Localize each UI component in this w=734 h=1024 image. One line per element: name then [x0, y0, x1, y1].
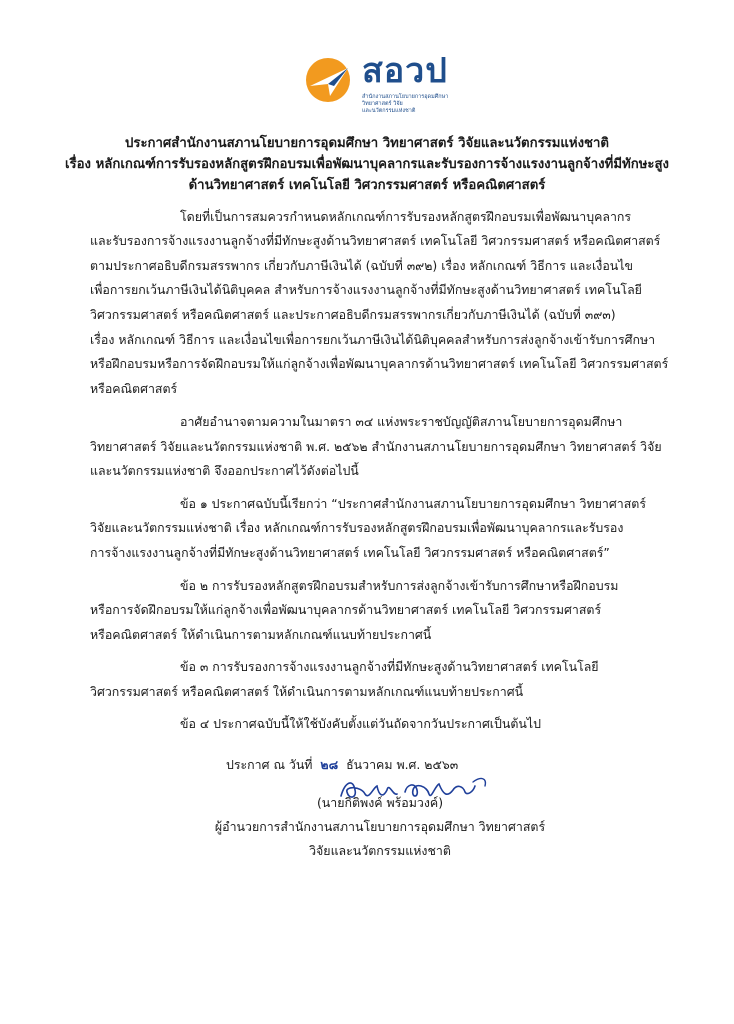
- logo-subtitle-line: วิทยาศาสตร์ วิจัย: [362, 101, 403, 107]
- authority-line: วิทยาศาสตร์ วิจัยและนวัตกรรมแห่งชาติ พ.ศ. ๒๕๖๒ สำนักงานสภานโยบายการอุดมศึกษา วิทยาศาสตร์ วิจัย: [90, 439, 662, 454]
- authority-line: อาศัยอำนาจตามความในมาตรา ๓๔ แห่งพระราชบัญญัติสภานโยบายการอุดมศึกษา: [180, 414, 623, 429]
- preamble-line: หรือคณิตศาสตร์: [90, 381, 178, 396]
- announcement-heading: [60, 133, 674, 196]
- heading-line: ประกาศสำนักงานสภานโยบายการอุดมศึกษา วิทยาศาสตร์ วิจัยและนวัตกรรมแห่งชาติ: [125, 136, 609, 151]
- preamble-line: เรื่อง หลักเกณฑ์ วิธีการ และเงื่อนไขเพื่อการยกเว้นภาษีเงินได้นิติบุคคลสำหรับการส่งลูกจ้างเข้ารับการศึกษา: [90, 332, 656, 347]
- logo-subtitle-line: สำนักงานสภานโยบายการอุดมศึกษา: [362, 94, 449, 100]
- date-prefix: ประกาศ ณ วันที่: [226, 757, 313, 772]
- logo-mark-icon: [304, 56, 352, 104]
- preamble-line: และรับรองการจ้างแรงงานลูกจ้างที่มีทักษะสูงด้านวิทยาศาสตร์ เทคโนโลยี วิศวกรรมศาสตร์ หรือคณิตศาสตร์: [90, 233, 661, 248]
- logo-subtitle-line: และนวัตกรรมแห่งชาติ: [362, 108, 416, 114]
- preamble-line: วิศวกรรมศาสตร์ หรือคณิตศาสตร์ และประกาศอธิบดีกรมสรรพากรเกี่ยวกับภาษีเงินได้ (ฉบับที่ ๓๙๓): [90, 307, 616, 322]
- preamble-line: โดยที่เป็นการสมควรกำหนดหลักเกณฑ์การรับรองหลักสูตรฝึกอบรมเพื่อพัฒนาบุคลากร: [180, 209, 632, 224]
- clause-1-line: ข้อ ๑ ประกาศฉบับนี้เรียกว่า “ประกาศสำนักงานสภานโยบายการอุดมศึกษา วิทยาศาสตร์: [180, 496, 646, 511]
- signatory-name: (นายกิติพงค์ พร้อมวงค์): [316, 795, 444, 810]
- clause-1-line: การจ้างแรงงานลูกจ้างที่มีทักษะสูงด้านวิทยาศาสตร์ เทคโนโลยี วิศวกรรมศาสตร์ หรือคณิตศาสตร์”: [90, 545, 610, 560]
- preamble-line: ตามประกาศอธิบดีกรมสรรพากร เกี่ยวกับภาษีเงินได้ (ฉบับที่ ๓๙๒) เรื่อง หลักเกณฑ์ วิธีการ และเงื่อนไข: [90, 258, 633, 273]
- clause-1-line: วิจัยและนวัตกรรมแห่งชาติ เรื่อง หลักเกณฑ์การรับรองหลักสูตรฝึกอบรมเพื่อพัฒนาบุคลากรและรับรอง: [90, 520, 624, 535]
- heading-line: เรื่อง หลักเกณฑ์การรับรองหลักสูตรฝึกอบรมเพื่อพัฒนาบุคลากรและรับรองการจ้างแรงงานลูกจ้างที่มีทักษะสูง: [65, 157, 669, 172]
- heading-line: ด้านวิทยาศาสตร์ เทคโนโลยี วิศวกรรมศาสตร์ หรือคณิตศาสตร์: [188, 178, 546, 193]
- clause-2-line: หรือการจัดฝึกอบรมให้แก่ลูกจ้างเพื่อพัฒนาบุคลากรด้านวิทยาศาสตร์ เทคโนโลยี วิศวกรรมศาสตร์: [90, 602, 602, 617]
- agency-logo: [304, 48, 474, 118]
- date-day: ๒๘: [320, 757, 339, 772]
- signatory-position: วิจัยและนวัตกรรมแห่งชาติ: [309, 843, 451, 858]
- preamble-line: เพื่อการยกเว้นภาษีเงินได้นิติบุคคล สำหรับการจ้างแรงงานลูกจ้างที่มีทักษะสูงด้านวิทยาศาสตร์ เทคโนโลยี: [90, 282, 642, 297]
- logo-subtitle: [362, 94, 448, 115]
- clause-2-line: หรือคณิตศาสตร์ ให้ดำเนินการตามหลักเกณฑ์แนบท้ายประกาศนี้: [90, 627, 432, 642]
- clause-3-line: วิศวกรรมศาสตร์ หรือคณิตศาสตร์ ให้ดำเนินการตามหลักเกณฑ์แนบท้ายประกาศนี้: [90, 684, 524, 699]
- signatory-position: ผู้อำนวยการสำนักงานสภานโยบายการอุดมศึกษา วิทยาศาสตร์: [214, 819, 546, 834]
- preamble-line: หรือฝึกอบรมหรือการจัดฝึกอบรมให้แก่ลูกจ้างเพื่อพัฒนาบุคลากรด้านวิทยาศาสตร์ เทคโนโลยี วิศวกรรมศาสตร์: [90, 356, 669, 371]
- clause-2-line: ข้อ ๒ การรับรองหลักสูตรฝึกอบรมสำหรับการส่งลูกจ้างเข้ารับการศึกษาหรือฝึกอบรม: [180, 578, 619, 593]
- clause-3-line: ข้อ ๓ การรับรองการจ้างแรงงานลูกจ้างที่มีทักษะสูงด้านวิทยาศาสตร์ เทคโนโลยี: [180, 659, 599, 674]
- clause-4-line: ข้อ ๔ ประกาศฉบับนี้ให้ใช้บังคับตั้งแต่วันถัดจากวันประกาศเป็นต้นไป: [180, 716, 541, 731]
- date-suffix: ธันวาคม พ.ศ. ๒๕๖๓: [346, 757, 459, 772]
- logo-wordmark: สอวป: [362, 51, 448, 91]
- authority-line: และนวัตกรรมแห่งชาติ จึงออกประกาศไว้ดังต่อไปนี้: [90, 463, 359, 478]
